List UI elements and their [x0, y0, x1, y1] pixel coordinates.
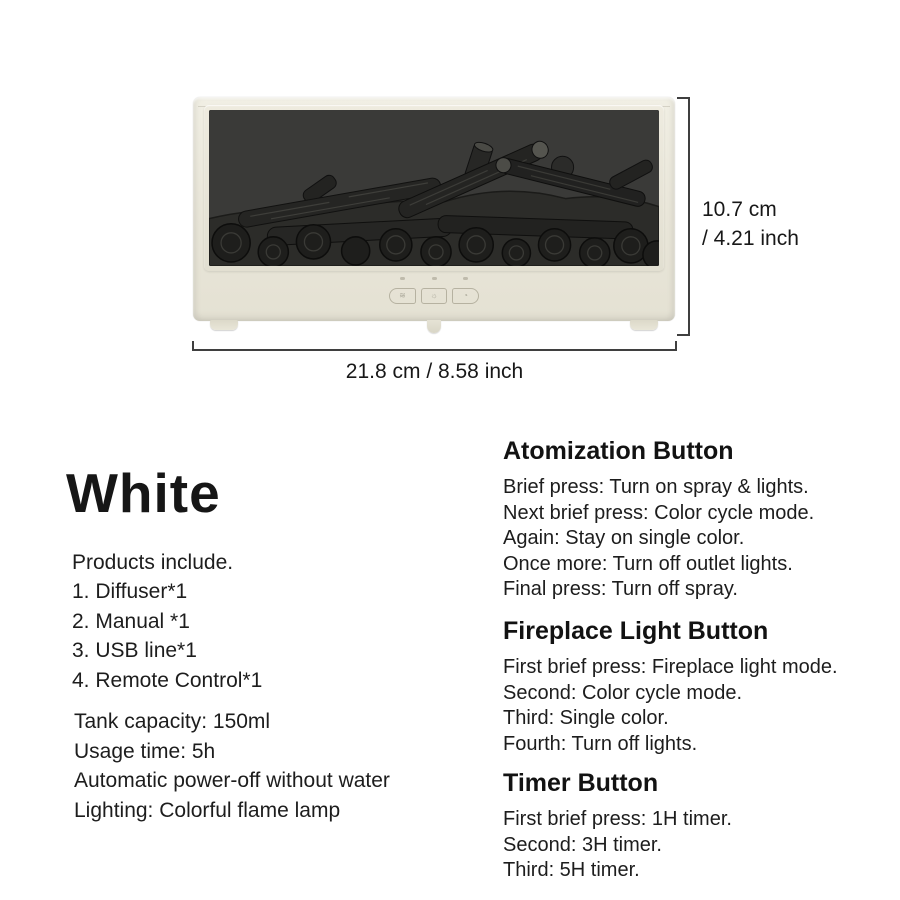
instruction-line: Once more: Turn off outlet lights.	[503, 552, 793, 575]
device-foot-right	[630, 320, 658, 330]
section-timer-button	[503, 767, 873, 884]
instruction-line: First brief press: 1H timer.	[503, 808, 732, 830]
instruction-line: Fourth: Turn off lights.	[503, 732, 698, 755]
section-fireplace-light-button	[503, 615, 873, 757]
color-variant-title: White	[66, 462, 221, 524]
instruction-line: Third: 5H timer.	[503, 859, 640, 881]
products-include-heading: Products include.	[72, 551, 234, 574]
instruction-line: Second: 3H timer.	[503, 833, 662, 856]
spec-list	[74, 707, 390, 825]
section-atomization-button	[503, 435, 873, 603]
spray-icon: ≋	[399, 291, 406, 300]
device-foot-left	[210, 320, 238, 330]
include-item-remote: 4. Remote Control*1	[72, 668, 263, 692]
instruction-line: Next brief press: Color cycle mode.	[503, 501, 815, 524]
width-dimension-label: 21.8 cm / 8.58 inch	[345, 360, 524, 383]
firewood-logs-illustration	[209, 110, 659, 266]
timer-icon: ◔	[463, 291, 468, 300]
diffuser-product-image	[193, 97, 675, 321]
spec-auto-power-off: Automatic power-off without water	[74, 769, 390, 792]
spec-lighting: Lighting: Colorful flame lamp	[74, 798, 341, 822]
height-cm-value: 10.7 cm	[702, 198, 777, 221]
instruction-line: Second: Color cycle mode.	[503, 681, 743, 704]
instruction-line: Again: Stay on single color.	[503, 527, 745, 549]
section-title: Atomization Button	[503, 437, 734, 465]
fireplace-window-bezel	[204, 105, 664, 271]
button-indicator-marks	[389, 277, 479, 281]
include-item-manual: 2. Manual *1	[72, 609, 190, 633]
height-dimension-label	[702, 195, 799, 253]
height-dimension-bracket	[677, 97, 690, 336]
section-title: Timer Button	[503, 769, 659, 797]
products-include-list	[72, 548, 262, 695]
device-timer-button	[452, 288, 479, 304]
width-dimension-bracket	[192, 341, 677, 351]
device-spray-button	[389, 288, 416, 304]
include-item-usb-line: 3. USB line*1	[72, 639, 197, 663]
light-icon: ☼	[430, 291, 438, 300]
device-light-button	[421, 288, 447, 304]
spec-tank-capacity: Tank capacity: 150ml	[74, 710, 271, 733]
instruction-line: Third: Single color.	[503, 707, 669, 729]
instruction-line: First brief press: Fireplace light mode.	[503, 656, 838, 678]
fireplace-window-screen	[209, 110, 659, 266]
spec-usage-time: Usage time: 5h	[74, 739, 216, 763]
height-inch-value: / 4.21 inch	[702, 227, 799, 250]
device-nozzle	[427, 320, 441, 333]
include-item-diffuser: 1. Diffuser*1	[72, 580, 188, 604]
section-title: Fireplace Light Button	[503, 617, 769, 645]
instruction-line: Final press: Turn off spray.	[503, 578, 738, 600]
instruction-line: Brief press: Turn on spray & lights.	[503, 476, 809, 498]
